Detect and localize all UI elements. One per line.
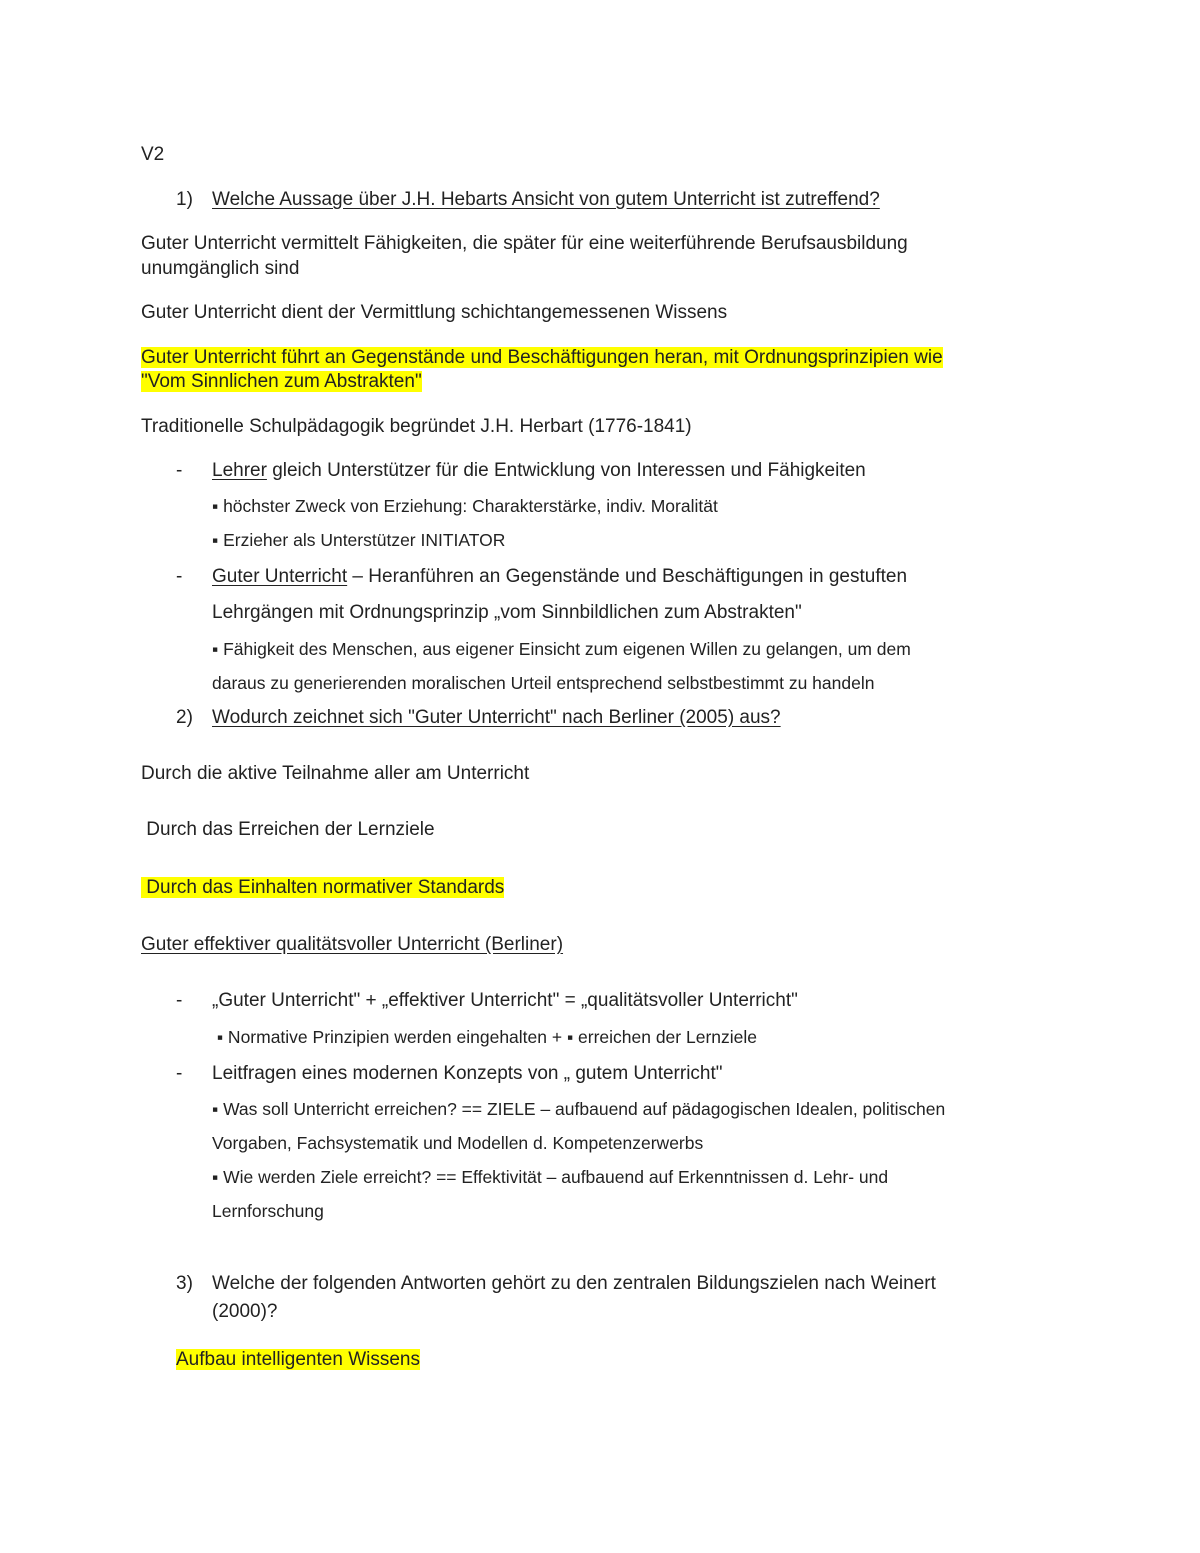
- q2-answer-1: Durch die aktive Teilnahme aller am Unterricht: [141, 763, 530, 784]
- q2-answer-2: Durch das Erreichen der Lernziele: [141, 819, 435, 840]
- gu-line-2: Lehrgängen mit Ordnungsprinzip „vom Sinnbildlichen zum Abstrakten": [212, 602, 802, 623]
- gu-sub-1: ▪ Fähigkeit des Menschen, aus eigener Einsicht zum eigenen Willen zu gelangen, um dem: [212, 639, 911, 659]
- q1-question: Welche Aussage über J.H. Hebarts Ansicht von gutem Unterricht ist zutreffend?: [212, 189, 880, 210]
- q1-answer-2: Guter Unterricht dient der Vermittlung schichtangemessenen Wissens: [141, 302, 728, 323]
- herbart-lehrer-item: [212, 459, 866, 483]
- q1-answer-1-line1: Guter Unterricht vermittelt Fähigkeiten, die später für eine weiterführende Berufsausbildung: [141, 233, 908, 254]
- lehrer-text: gleich Unterstützer für die Entwicklung von Interessen und Fähigkeiten: [266, 460, 866, 481]
- lehrer-sub-1: ▪ höchster Zweck von Erziehung: Charakterstärke, indiv. Moralität: [212, 496, 718, 516]
- berliner-item-2: Leitfragen eines modernen Konzepts von „ gutem Unterricht": [212, 1063, 723, 1084]
- berliner-item-2-sub-1: ▪ Was soll Unterricht erreichen? == ZIELE – aufbauend auf pädagogischen Idealen, politischen: [212, 1099, 946, 1119]
- bullet-dash: -: [176, 1063, 183, 1084]
- berliner-item-2-sub-2: Vorgaben, Fachsystematik und Modellen d. Kompetenzerwerbs: [212, 1133, 704, 1153]
- gu-term: Guter Unterricht: [212, 566, 348, 587]
- q3-question-line2: (2000)?: [212, 1301, 278, 1322]
- q2-number: 2): [176, 707, 193, 728]
- bullet-dash: -: [176, 460, 183, 481]
- q2-question: Wodurch zeichnet sich "Guter Unterricht" nach Berliner (2005) aus?: [212, 707, 781, 728]
- q3-number: 3): [176, 1273, 193, 1294]
- gu-text: – Heranführen an Gegenstände und Beschäftigungen in gestuften: [347, 566, 908, 587]
- lehrer-sub-2: ▪ Erzieher als Unterstützer INITIATOR: [212, 530, 506, 550]
- q1-answer-3-line2: "Vom Sinnlichen zum Abstrakten": [141, 371, 422, 392]
- berliner-item-2-sub-4: Lernforschung: [212, 1201, 324, 1221]
- herbart-gu-item: [212, 565, 907, 589]
- q1-number: 1): [176, 189, 193, 210]
- lehrer-term: Lehrer: [212, 460, 267, 481]
- q3-question-line1: Welche der folgenden Antworten gehört zu den zentralen Bildungszielen nach Weinert: [212, 1273, 936, 1294]
- berliner-item-1: „Guter Unterricht" + „effektiver Unterricht" = „qualitätsvoller Unterricht": [212, 990, 798, 1011]
- herbart-title: Traditionelle Schulpädagogik begründet J.H. Herbart (1776-1841): [141, 416, 692, 437]
- q2-answer-3: Durch das Einhalten normativer Standards: [141, 877, 505, 898]
- bullet-dash: -: [176, 990, 183, 1011]
- page-heading: V2: [141, 144, 165, 165]
- berliner-item-2-sub-3: ▪ Wie werden Ziele erreicht? == Effektivität – aufbauend auf Erkenntnissen d. Lehr- und: [212, 1167, 889, 1187]
- berliner-item-1-sub: ▪ Normative Prinzipien werden eingehalten + ▪ erreichen der Lernziele: [212, 1027, 757, 1047]
- gu-sub-2: daraus zu generierenden moralischen Urteil entsprechend selbstbestimmt zu handeln: [212, 673, 875, 693]
- bullet-dash: -: [176, 566, 183, 587]
- q3-answer: Aufbau intelligenten Wissens: [176, 1349, 420, 1370]
- q1-answer-1-line2: unumgänglich sind: [141, 258, 300, 279]
- q1-answer-3-line1: Guter Unterricht führt an Gegenstände und Beschäftigungen heran, mit Ordnungsprinzipien wie: [141, 347, 943, 368]
- berliner-title: Guter effektiver qualitätsvoller Unterricht (Berliner): [141, 934, 564, 955]
